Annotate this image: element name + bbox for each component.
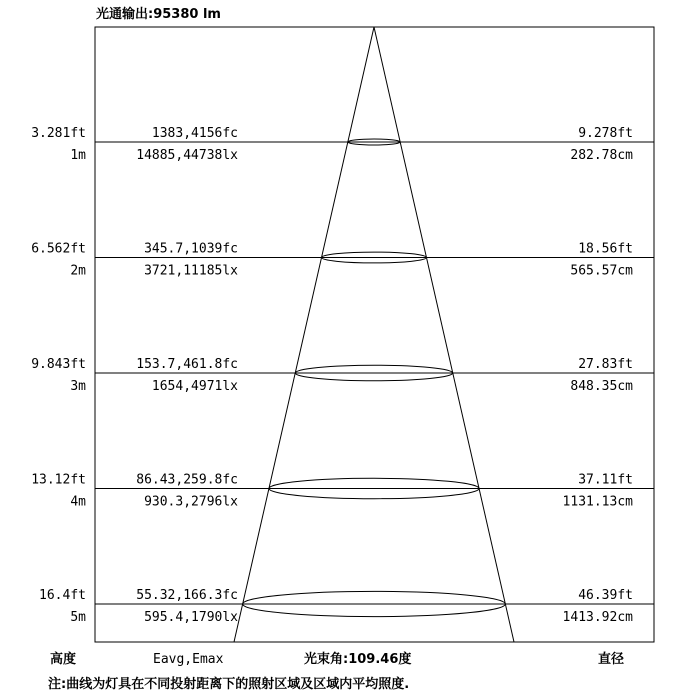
diameter-ft-label: 27.83ft bbox=[578, 357, 633, 372]
height-m-label: 2m bbox=[70, 263, 86, 279]
height-ft-label: 13.12ft bbox=[31, 472, 86, 488]
illuminance-lx-label: 14885,44738lx bbox=[136, 148, 238, 163]
diameter-cm-label: 1131.13cm bbox=[562, 494, 633, 510]
height-ft-label: 3.281ft bbox=[31, 126, 86, 141]
diameter-cm-label: 1413.92cm bbox=[562, 610, 633, 625]
illuminance-fc-label: 345.7,1039fc bbox=[144, 241, 238, 257]
beam-angle-label: 光束角:109.46度 bbox=[304, 652, 412, 667]
diameter-cm-label: 565.57cm bbox=[570, 263, 633, 279]
illuminance-lx-label: 930.3,2796lx bbox=[144, 494, 238, 510]
diameter-ft-label: 37.11ft bbox=[578, 472, 633, 488]
illuminance-fc-label: 153.7,461.8fc bbox=[136, 357, 238, 372]
illuminance-lx-label: 595.4,1790lx bbox=[144, 610, 238, 625]
illuminance-fc-label: 86.43,259.8fc bbox=[136, 472, 238, 488]
diameter-cm-label: 282.78cm bbox=[570, 148, 633, 163]
diameter-ft-label: 9.278ft bbox=[578, 126, 633, 141]
illuminance-lx-label: 3721,11185lx bbox=[144, 263, 238, 279]
lumen-output-title: 光通输出:95380 lm bbox=[96, 7, 221, 22]
illuminance-lx-label: 1654,4971lx bbox=[151, 379, 238, 394]
height-m-label: 3m bbox=[70, 379, 86, 394]
diameter-cm-label: 848.35cm bbox=[570, 379, 633, 394]
height-m-label: 5m bbox=[70, 610, 86, 625]
cone-right-edge bbox=[374, 27, 514, 642]
distance-rows bbox=[31, 126, 654, 625]
height-ft-label: 6.562ft bbox=[31, 241, 86, 257]
height-axis-label: 高度 bbox=[50, 652, 77, 667]
footnote: 注:曲线为灯具在不同投射距离下的照射区域及区域内平均照度. bbox=[48, 677, 410, 692]
diameter-ft-label: 46.39ft bbox=[578, 588, 633, 603]
diameter-axis-label: 直径 bbox=[598, 652, 625, 667]
diameter-ft-label: 18.56ft bbox=[578, 241, 633, 257]
height-m-label: 4m bbox=[70, 494, 86, 510]
height-ft-label: 9.843ft bbox=[31, 357, 86, 372]
cone-left-edge bbox=[234, 27, 374, 642]
height-m-label: 1m bbox=[70, 148, 86, 163]
illuminance-fc-label: 1383,4156fc bbox=[151, 126, 238, 141]
plot-frame bbox=[95, 27, 654, 642]
illuminance-fc-label: 55.32,166.3fc bbox=[136, 588, 238, 603]
illuminance-axis-label: Eavg,Emax bbox=[153, 652, 224, 667]
height-ft-label: 16.4ft bbox=[39, 588, 86, 603]
